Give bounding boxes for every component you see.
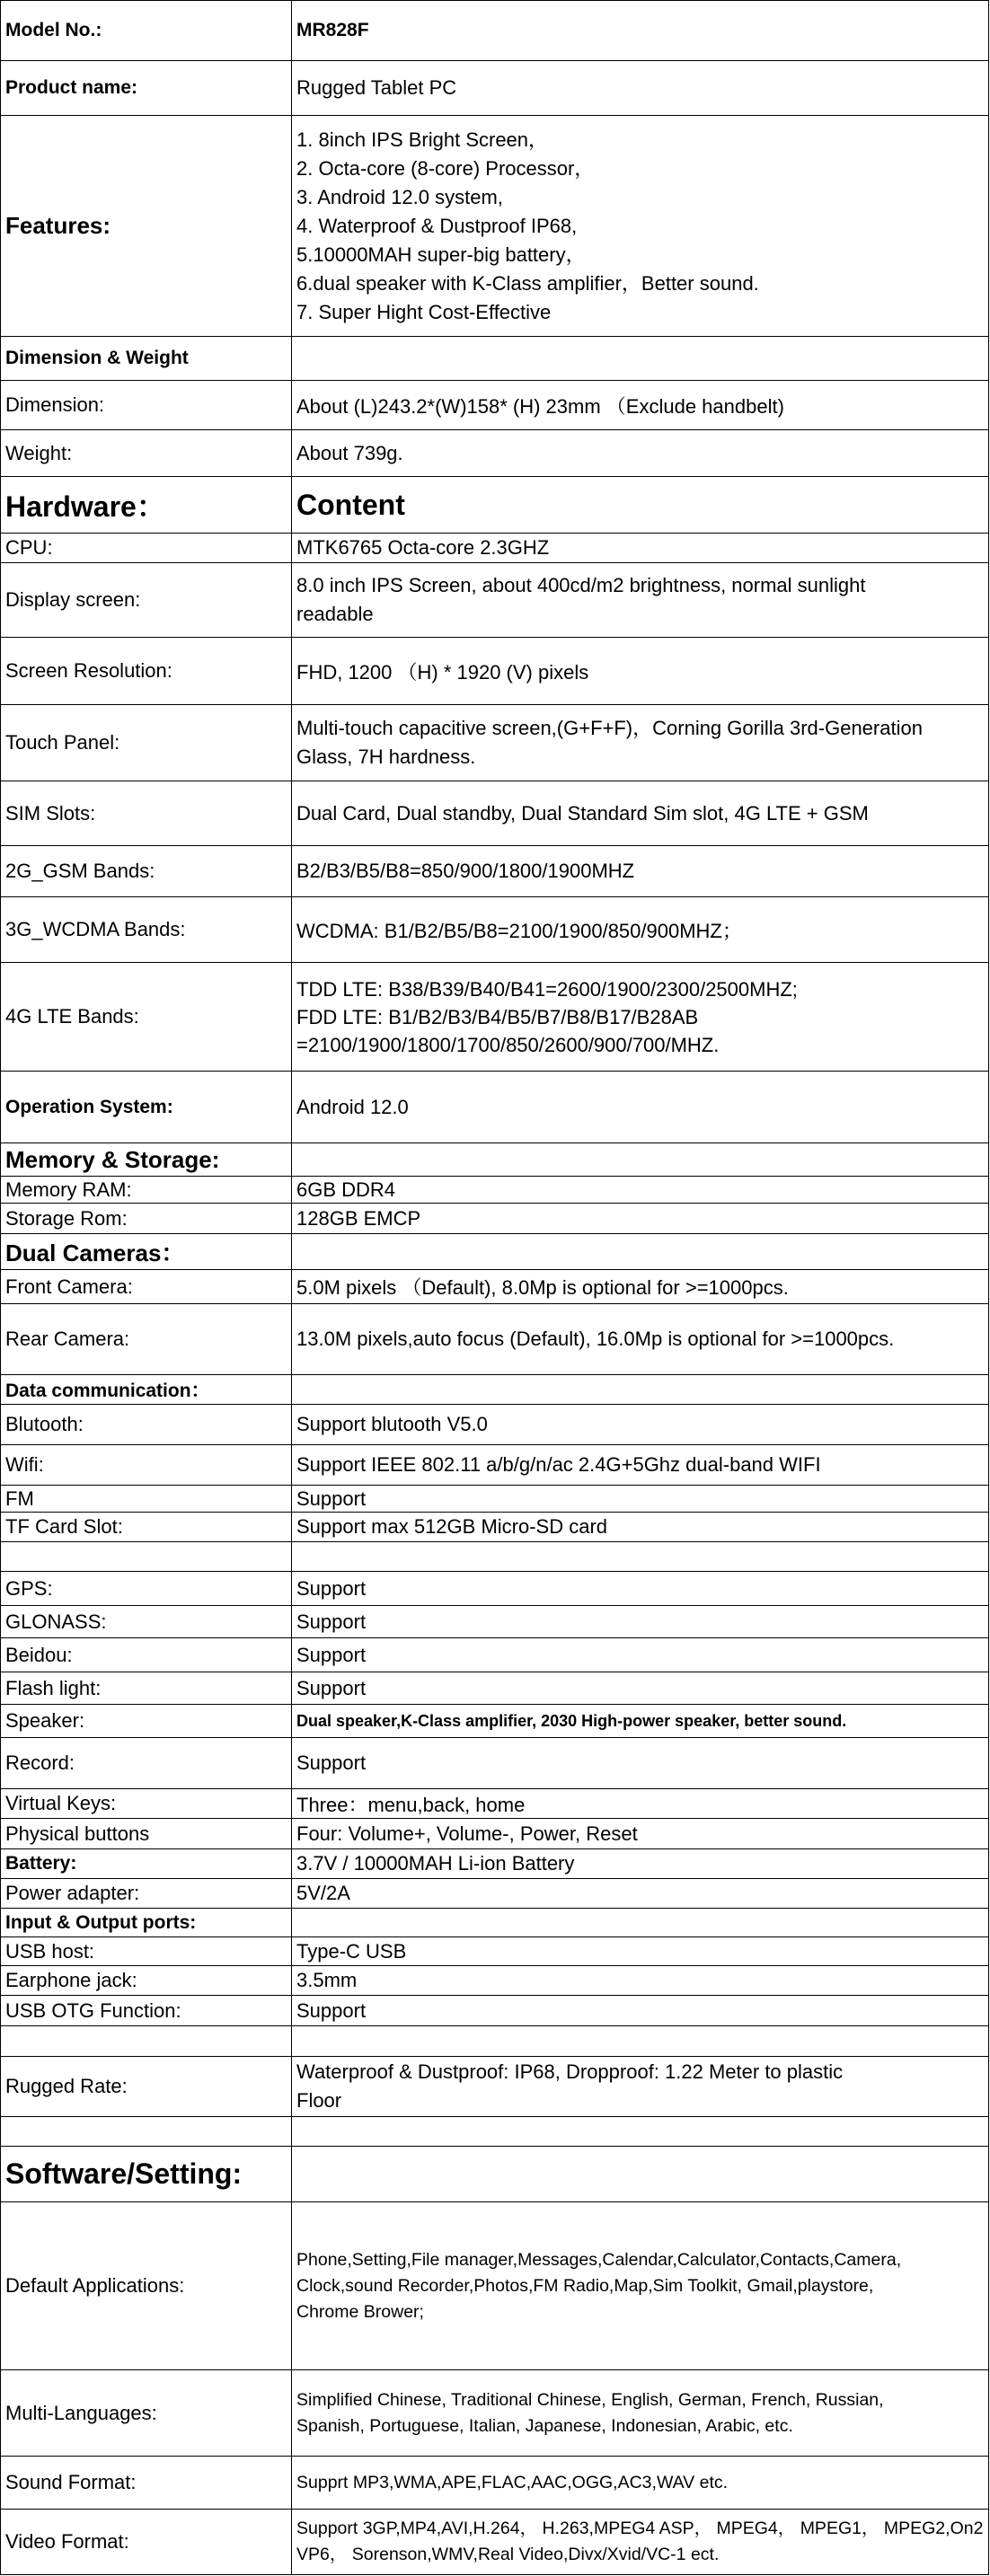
spec-value [292,1234,989,1269]
spec-value: B2/B3/B5/B8=850/900/1800/1900MHZ [292,846,989,896]
spec-label: Beidou: [1,1638,292,1672]
spec-row-operation-system [1,1072,989,1143]
spec-value [292,2117,989,2146]
spec-value: Support max 512GB Micro-SD card [292,1513,989,1541]
spec-row-beidou [1,1638,989,1672]
spec-value-line: 2. Octa-core (8-core) Processor， [296,156,595,180]
spec-label: Earphone jack: [1,1966,292,1995]
spec-value [292,2370,989,2456]
spec-label: GLONASS: [1,1606,292,1637]
spec-value: 5.0M pixels （Default), 8.0Mp is optional for >=1000pcs. [292,1270,989,1303]
spec-row-virtual-keys [1,1789,989,1819]
spec-row-2g-gsm-bands [1,846,989,897]
spec-value [292,2026,989,2056]
spec-row-tf-card-slot [1,1513,989,1542]
spec-row-3g-wcdma-bands [1,897,989,963]
spec-value-line: Waterproof & Dustproof: IP68, Dropproof: 1.22 Meter to plastic [296,2060,844,2083]
spec-row-software-setting [1,2147,989,2202]
spec-label: Touch Panel: [1,705,292,781]
spec-row-front-camera [1,1270,989,1304]
spec-value-line: Phone,Setting,File manager,Messages,Calendar,Calculator,Contacts,Camera, [296,2249,902,2270]
spec-row-screen-resolution [1,638,989,705]
spec-value: Support blutooth V5.0 [292,1405,989,1444]
spec-value: About 739g. [292,430,989,476]
spec-row-dimension-weight [1,337,989,381]
spec-value [292,1375,989,1404]
spec-value-line: Chrome Brower; [296,2301,424,2322]
spec-value: Support [292,1996,989,2025]
spec-value [292,2510,989,2574]
spec-label: Features: [1,116,292,336]
spec-value: Dual speaker,K-Class amplifier, 2030 High-power speaker, better sound. [292,1705,989,1737]
spec-label: Record: [1,1738,292,1788]
spec-label: GPS: [1,1572,292,1605]
spec-row-glonass [1,1606,989,1638]
spec-label: Physical buttons [1,1819,292,1848]
spec-label: SIM Slots: [1,781,292,845]
spec-label: Rear Camera: [1,1304,292,1374]
spec-row-fm [1,1486,989,1513]
spec-label: Dimension & Weight [1,337,292,380]
spec-row-blutooth [1,1405,989,1445]
spec-label: Memory & Storage: [1,1143,292,1176]
spec-row-weight [1,430,989,477]
spec-label: TF Card Slot: [1,1513,292,1541]
spec-row-memory-ram [1,1177,989,1204]
spec-value: Support [292,1572,989,1605]
spec-value: WCDMA: B1/B2/B5/B8=2100/1900/850/900MHZ； [292,897,989,962]
spec-label: Dual Cameras： [1,1234,292,1269]
spec-row-gps [1,1572,989,1606]
spec-value [292,705,989,781]
spec-label: Video Format: [1,2510,292,2574]
spec-label [1,2026,292,2056]
spec-label: Storage Rom: [1,1204,292,1233]
spec-value-line: 4. Waterproof & Dustproof IP68, [296,214,578,237]
spec-label: Wifi: [1,1445,292,1485]
spec-value [292,1143,989,1176]
spec-label: Display screen: [1,563,292,637]
spec-value-line: Glass, 7H hardness. [296,745,476,768]
spec-value: Dual Card, Dual standby, Dual Standard Sim slot, 4G LTE + GSM [292,781,989,845]
spec-row-cpu [1,534,989,563]
spec-label: Hardware： [1,477,292,533]
spec-value: Content [292,477,989,533]
spec-label: 4G LTE Bands: [1,963,292,1071]
spec-label: Product name: [1,61,292,115]
spec-value [292,337,989,380]
spec-row-input-output-ports [1,1909,989,1937]
spec-value: Four: Volume+, Volume-, Power, Reset [292,1819,989,1848]
spec-value: Support [292,1486,989,1512]
spec-value [292,2147,989,2201]
spec-value-line: 6.dual speaker with K-Class amplifier，Better sound. [296,271,759,295]
spec-row-wifi [1,1445,989,1486]
spec-row-physical-buttons [1,1819,989,1849]
spec-label: Sound Format: [1,2457,292,2509]
spec-value-line: 5.10000MAH super-big battery， [296,243,586,266]
spec-value-line: 7. Super Hight Cost-Effective [296,300,552,323]
spec-value-line: TDD LTE: B38/B39/B40/B41=2600/1900/2300/2500MHZ; [296,977,798,1001]
spec-value: FHD, 1200 （H) * 1920 (V) pixels [292,638,989,704]
spec-label [1,1542,292,1571]
spec-label: Weight: [1,430,292,476]
spec-value: Support [292,1638,989,1672]
spec-row-sim-slots [1,781,989,846]
spec-value: 5V/2A [292,1879,989,1908]
spec-value [292,563,989,637]
spec-row-usb-otg-function [1,1996,989,2026]
spec-row-product-name [1,61,989,116]
spec-label: Virtual Keys: [1,1789,292,1818]
spec-label: Flash light: [1,1672,292,1704]
spec-value-line: 8.0 inch IPS Screen, about 400cd/m2 brightness, normal sunlight [296,574,866,596]
spec-row-touch-panel [1,705,989,781]
spec-value: About (L)243.2*(W)158* (H) 23mm （Exclude handbelt) [292,381,989,429]
spec-label: Memory RAM: [1,1177,292,1203]
spec-value: Three：menu,back, home [292,1789,989,1818]
spec-value-line: 3. Android 12.0 system, [296,185,503,208]
spec-label: 3G_WCDMA Bands: [1,897,292,962]
spec-label: Model No.: [1,1,292,60]
spec-label: Rugged Rate: [1,2057,292,2116]
spec-value: MR828F [292,1,989,60]
spec-row-video-format [1,2510,989,2575]
spec-value-line: readable [296,603,374,625]
spec-value-line: =2100/1900/1800/1700/850/2600/900/700/MHZ. [296,1033,720,1056]
spec-value [292,116,989,336]
spec-row-data-communication [1,1375,989,1405]
spec-value: Support [292,1738,989,1788]
spec-row-display-screen [1,563,989,638]
spec-value: Support [292,1672,989,1704]
spec-value-line: Spanish, Portuguese, Italian, Japanese, Indonesian, Arabic, etc. [296,2415,793,2436]
spec-value: Support IEEE 802.11 a/b/g/n/ac 2.4G+5Ghz dual-band WIFI [292,1445,989,1485]
spec-row-rear-camera [1,1304,989,1375]
spec-value [292,1909,989,1936]
spec-label: USB host: [1,1937,292,1965]
spec-value: Supprt MP3,WMA,APE,FLAC,AAC,OGG,AC3,WAV etc. [292,2457,989,2509]
spec-row-hardware [1,477,989,534]
spec-value [292,2202,989,2369]
spec-value: 6GB DDR4 [292,1177,989,1203]
spec-value-line: Simplified Chinese, Traditional Chinese, English, German, French, Russian, [296,2389,884,2410]
spec-label: FM [1,1486,292,1512]
spec-row-default-applications [1,2202,989,2370]
spec-label: CPU: [1,534,292,562]
spec-row-blank [1,1542,989,1572]
spec-row-record [1,1738,989,1789]
spec-label: Speaker: [1,1705,292,1737]
spec-row-multi-languages [1,2370,989,2457]
spec-row-rugged-rate [1,2057,989,2117]
spec-label: Battery: [1,1849,292,1878]
spec-value-line: Floor [296,2089,342,2112]
spec-label: Multi-Languages: [1,2370,292,2456]
spec-label [1,2117,292,2146]
spec-value [292,963,989,1071]
spec-label: Front Camera: [1,1270,292,1303]
spec-label: Screen Resolution: [1,638,292,704]
spec-value: 128GB EMCP [292,1204,989,1233]
spec-label: Operation System: [1,1072,292,1142]
spec-row-dual-cameras [1,1234,989,1270]
spec-value: Type-C USB [292,1937,989,1965]
spec-value-line: VP6， Sorenson,WMV,Real Video,Divx/Xvid/VC-1 ect. [296,2545,720,2564]
spec-row-usb-host [1,1937,989,1966]
spec-row-blank [1,2026,989,2057]
spec-value: 13.0M pixels,auto focus (Default), 16.0Mp is optional for >=1000pcs. [292,1304,989,1374]
spec-value-line: FDD LTE: B1/B2/B3/B4/B5/B7/B8/B17/B28AB [296,1005,699,1028]
spec-value-line: 1. 8inch IPS Bright Screen， [296,128,549,151]
spec-label: Blutooth: [1,1405,292,1444]
spec-label: Power adapter: [1,1879,292,1908]
spec-value: Support [292,1606,989,1637]
spec-label: Default Applications: [1,2202,292,2369]
spec-row-4g-lte-bands [1,963,989,1072]
spec-row-battery [1,1849,989,1879]
spec-row-speaker [1,1705,989,1738]
spec-row-power-adapter [1,1879,989,1909]
spec-value: Android 12.0 [292,1072,989,1142]
spec-label: Dimension: [1,381,292,429]
spec-row-dimension [1,381,989,430]
spec-row-features [1,116,989,337]
spec-value-line: Clock,sound Recorder,Photos,FM Radio,Map,Sim Toolkit, Gmail,playstore, [296,2275,874,2296]
spec-row-blank [1,2117,989,2147]
spec-row-sound-format [1,2457,989,2510]
spec-value-line: Support 3GP,MP4,AVI,H.264， H.263,MPEG4 ASP， MPEG4， MPEG1， MPEG2,On2 [296,2519,984,2538]
spec-label: Software/Setting: [1,2147,292,2201]
spec-value [292,2057,989,2116]
spec-row-memory-storage [1,1143,989,1177]
spec-label: Input & Output ports: [1,1909,292,1936]
spec-value-line: Multi-touch capacitive screen,(G+F+F)，Corning Gorilla 3rd-Generation [296,717,923,739]
spec-value: Rugged Tablet PC [292,61,989,115]
spec-row-storage-rom [1,1204,989,1234]
spec-row-flash-light [1,1672,989,1705]
spec-value [292,1542,989,1571]
spec-row-earphone-jack [1,1966,989,1996]
spec-value: 3.5mm [292,1966,989,1995]
spec-value: MTK6765 Octa-core 2.3GHZ [292,534,989,562]
spec-value: 3.7V / 10000MAH Li-ion Battery [292,1849,989,1878]
spec-label: Data communication： [1,1375,292,1404]
spec-row-model-no [1,1,989,61]
spec-label: 2G_GSM Bands: [1,846,292,896]
spec-label: USB OTG Function: [1,1996,292,2025]
